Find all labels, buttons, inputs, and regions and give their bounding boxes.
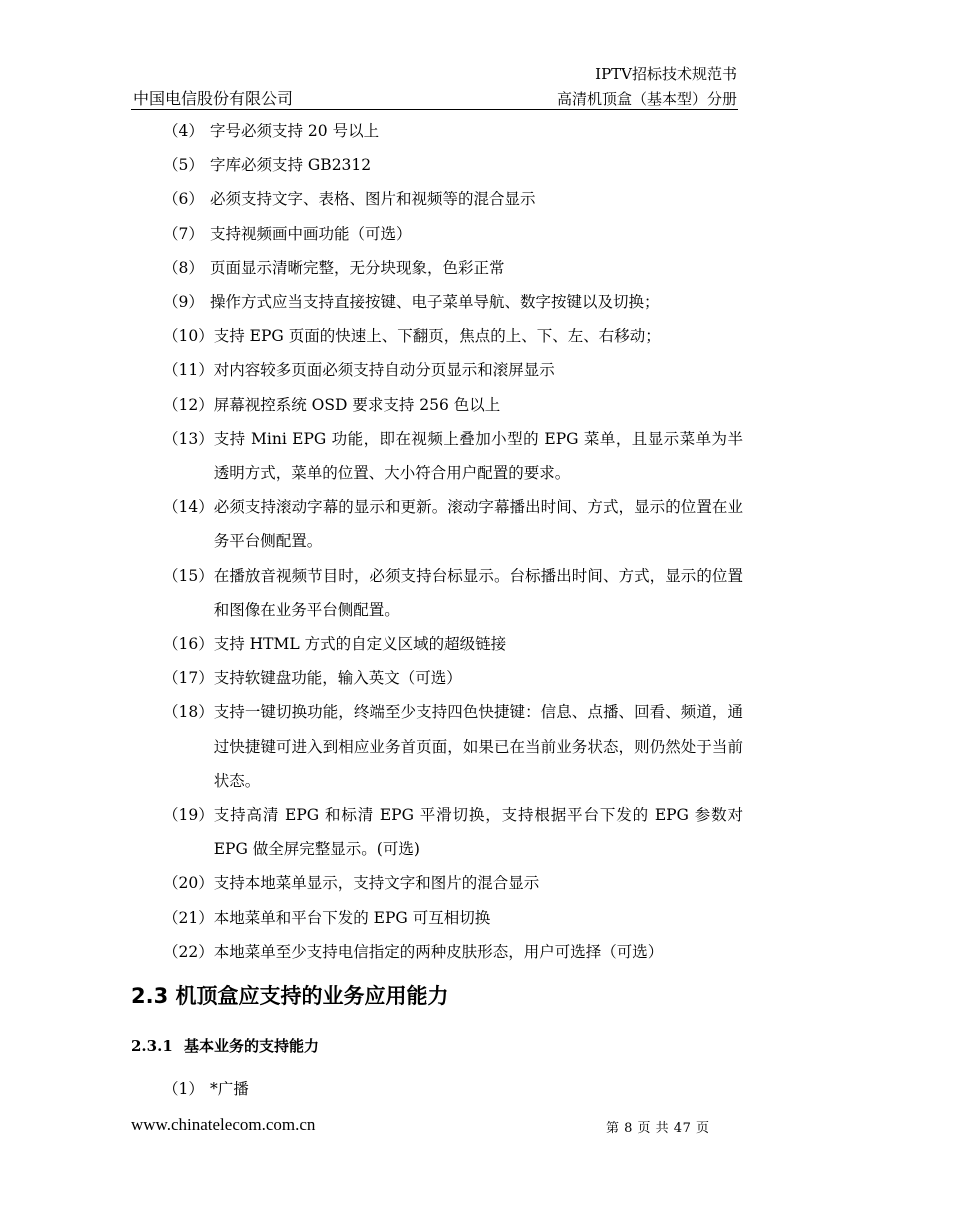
list-item [163, 251, 743, 285]
header-title: IPTV招标技术规范书 [595, 65, 737, 83]
item-number: （15） [163, 566, 214, 585]
header-subtitle: 高清机顶盒（基本型）分册 [556, 90, 737, 108]
item-text: 支持视频画中画功能（可选） [210, 224, 412, 243]
list-item [163, 627, 743, 661]
item-number: （6） [163, 190, 204, 209]
item-number: （4） [163, 122, 204, 140]
list-item [163, 114, 743, 148]
item-number: （10） [163, 327, 214, 346]
item-text: 支持软键盘功能，输入英文（可选） [213, 669, 462, 688]
item-number: （21） [163, 908, 214, 927]
item-text: 对内容较多页面必须支持自动分页显示和滚屏显示 [213, 361, 555, 380]
item-text: 操作方式应当支持直接按键、电子菜单导航、数字按键以及切换； [210, 293, 660, 312]
subsection-title: 基本业务的支持能力 [184, 1037, 320, 1055]
item-text: 必须支持滚动字幕的显示和更新。滚动字幕播出时间、方式，显示的位置在业务平台侧配置。 [213, 498, 743, 551]
item-number: （14） [163, 498, 214, 517]
item-number: （11） [163, 361, 214, 380]
header-company: 中国电信股份有限公司 [133, 89, 294, 108]
section-heading: 2.3 机顶盒应支持的业务应用能力 [131, 984, 449, 1008]
list-item [163, 695, 743, 798]
list-item [163, 901, 743, 935]
item-text: 支持 HTML 方式的自定义区域的超级链接 [213, 635, 507, 654]
list-item [163, 182, 743, 216]
item-number: （17） [163, 669, 214, 688]
list-item [163, 1072, 249, 1106]
list-item [163, 319, 743, 353]
item-number: （18） [163, 703, 214, 722]
item-text: 支持高清 EPG 和标清 EPG 平滑切换，支持根据平台下发的 EPG 参数对 EPG 做全屏完整显示。(可选) [213, 806, 743, 859]
list-item [163, 148, 743, 182]
item-number: （9） [163, 293, 204, 312]
list-item [163, 353, 743, 387]
item-number: （1） [163, 1080, 204, 1098]
item-text: 页面显示清晰完整，无分块现象，色彩正常 [210, 258, 505, 277]
list-item [163, 661, 743, 695]
subsection-number: 2.3.1 [131, 1037, 173, 1055]
item-number: （12） [163, 395, 214, 414]
item-text: 支持 Mini EPG 功能，即在视频上叠加小型的 EPG 菜单，且显示菜单为半透明方式，菜单的位置、大小符合用户配置的要求。 [213, 429, 743, 483]
subsection-heading [131, 1035, 319, 1056]
item-text: 支持本地菜单显示，支持文字和图片的混合显示 [213, 874, 540, 893]
list-item [163, 490, 743, 558]
item-number: （20） [163, 874, 214, 893]
header-divider [131, 109, 738, 110]
list-item [163, 798, 743, 866]
list-item [163, 559, 743, 627]
item-text: 屏幕视控系统 OSD 要求支持 256 色以上 [213, 395, 501, 414]
item-number: （16） [163, 635, 214, 654]
footer-page-number: 第 8 页 共 47 页 [606, 1121, 710, 1136]
list-item [163, 285, 743, 319]
item-text: 字库必须支持 GB2312 [210, 156, 372, 175]
item-text: 支持一键切换功能，终端至少支持四色快捷键：信息、点播、回看、频道，通过快捷键可进入到相应业务首页面，如果已在当前业务状态，则仍然处于当前状态。 [213, 703, 743, 790]
list-item [163, 388, 743, 422]
item-number: （8） [163, 258, 204, 277]
item-number: （22） [163, 942, 214, 961]
item-number: （13） [163, 429, 214, 448]
item-text: 支持 EPG 页面的快速上、下翻页，焦点的上、下、左、右移动； [213, 327, 661, 346]
item-text: 本地菜单至少支持电信指定的两种皮肤形态，用户可选择（可选） [213, 942, 664, 961]
item-number: （7） [163, 224, 204, 243]
requirement-list [163, 114, 743, 969]
item-number: （19） [163, 806, 214, 825]
footer-url: www.chinatelecom.com.cn [131, 1115, 316, 1134]
item-text: *广播 [210, 1080, 249, 1098]
item-text: 在播放音视频节目时，必须支持台标显示。台标播出时间、方式，显示的位置和图像在业务平台侧配置。 [213, 566, 743, 619]
list-item [163, 217, 743, 251]
item-text: 本地菜单和平台下发的 EPG 可互相切换 [213, 908, 491, 927]
item-text: 必须支持文字、表格、图片和视频等的混合显示 [210, 190, 536, 209]
item-text: 字号必须支持 20 号以上 [210, 122, 380, 140]
list-item [163, 935, 743, 969]
list-item [163, 866, 743, 900]
list-item [163, 422, 743, 490]
item-number: （5） [163, 156, 204, 175]
